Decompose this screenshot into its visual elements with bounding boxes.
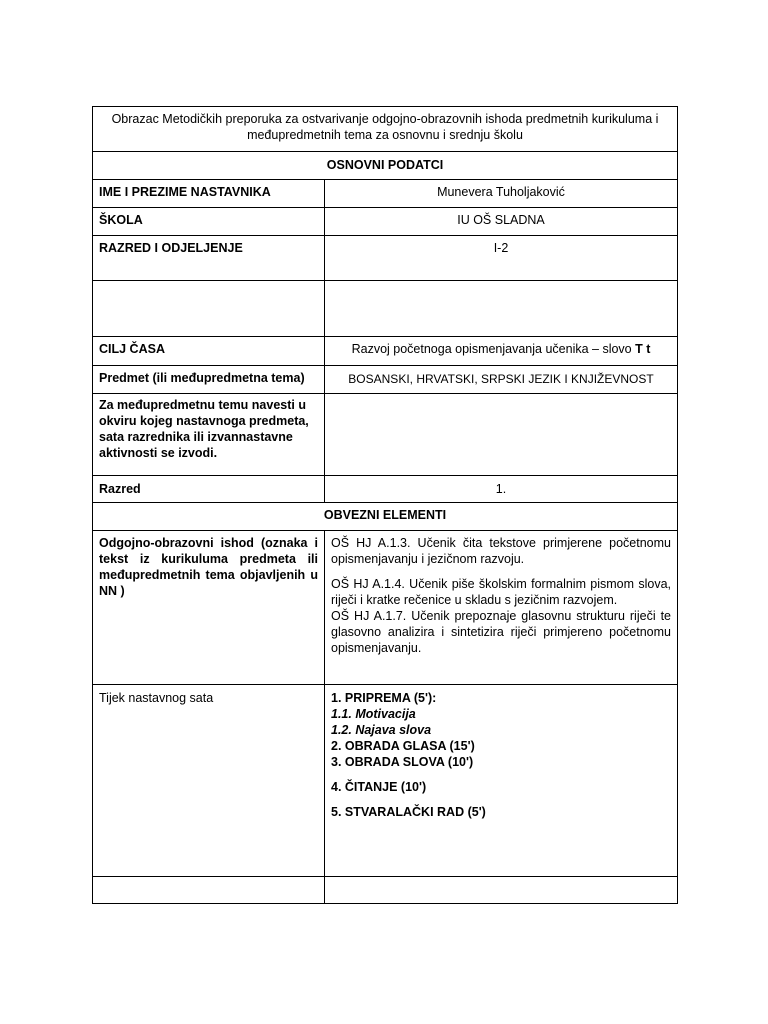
goal-row xyxy=(93,337,678,366)
subject-row xyxy=(93,366,678,394)
outcome-item: OŠ HJ A.1.4. Učenik piše školskim formalnim pismom slova, riječi i kratke rečenice u skladu s jezičnim razvojem. xyxy=(331,577,671,607)
subject-label: Predmet (ili međupredmetna tema) xyxy=(93,366,325,394)
outcome-item: OŠ HJ A.1.7. Učenik prepoznaje glasovnu strukturu riječi te glasovno analizira i sintetizira riječi primjereno početnomu opismenjavanju. xyxy=(331,609,671,655)
empty-cell-left xyxy=(93,281,325,337)
teacher-label: IME I PREZIME NASTAVNIKA xyxy=(93,180,325,208)
outcome-item: OŠ HJ A.1.3. Učenik čita tekstove primjerene početnomu opismenjavanju i jezičnom razvoju. xyxy=(331,536,671,566)
empty-row xyxy=(93,281,678,337)
teacher-value: Munevera Tuholjaković xyxy=(325,180,678,208)
teacher-row xyxy=(93,180,678,208)
bottom-empty-cell-left xyxy=(93,877,325,904)
outcome-value xyxy=(325,531,678,685)
class-label: RAZRED I ODJELJENJE xyxy=(93,236,325,281)
school-value: IU OŠ SLADNA xyxy=(325,208,678,236)
grade-label: Razred xyxy=(93,476,325,503)
class-value: I-2 xyxy=(325,236,678,281)
school-row xyxy=(93,208,678,236)
section-basic-row xyxy=(93,152,678,180)
form-title: Obrazac Metodičkih preporuka za ostvarivanje odgojno-obrazovnih ishoda predmetnih kurikuluma i međupredmetnih tema za osnovnu i srednju školu xyxy=(93,107,678,152)
bottom-empty-cell-right xyxy=(325,877,678,904)
lesson-step: 3. OBRADA SLOVA (10') xyxy=(331,755,474,769)
lesson-steps xyxy=(325,685,678,877)
lesson-step: 1. PRIPREMA (5'): xyxy=(331,691,437,705)
lesson-step: 5. STVARALAČKI RAD (5') xyxy=(331,805,486,819)
goal-letter: T t xyxy=(635,342,651,356)
section-mandatory-heading: OBVEZNI ELEMENTI xyxy=(93,503,678,531)
bottom-empty-row xyxy=(93,877,678,904)
subject-value: BOSANSKI, HRVATSKI, SRPSKI JEZIK I KNJIŽEVNOST xyxy=(325,366,678,394)
outcome-label: Odgojno-obrazovni ishod (oznaka i tekst iz kurikuluma predmeta ili međupredmetnih tema objavljenih u NN ) xyxy=(93,531,325,685)
cross-topic-row xyxy=(93,394,678,476)
lesson-substep: 1.2. Najava slova xyxy=(331,723,432,737)
methodical-form-table xyxy=(92,106,678,904)
goal-value xyxy=(325,337,678,366)
lesson-label: Tijek nastavnog sata xyxy=(93,685,325,877)
empty-cell-right xyxy=(325,281,678,337)
lesson-step: 2. OBRADA GLASA (15') xyxy=(331,739,475,753)
title-row xyxy=(93,107,678,152)
cross-topic-value xyxy=(325,394,678,476)
outcome-row xyxy=(93,531,678,685)
lesson-row xyxy=(93,685,678,877)
section-mandatory-row xyxy=(93,503,678,531)
grade-value: 1. xyxy=(325,476,678,503)
section-basic-heading: OSNOVNI PODATCI xyxy=(93,152,678,180)
grade-row xyxy=(93,476,678,503)
lesson-step: 4. ČITANJE (10') xyxy=(331,780,427,794)
school-label: ŠKOLA xyxy=(93,208,325,236)
goal-text: Razvoj početnoga opismenjavanja učenika – slovo xyxy=(351,342,636,356)
cross-topic-label: Za međupredmetnu temu navesti u okviru kojeg nastavnoga predmeta, sata razrednika ili izvannastavne aktivnosti se izvodi. xyxy=(93,394,325,476)
class-row xyxy=(93,236,678,281)
goal-label: CILJ ČASA xyxy=(93,337,325,366)
lesson-substep: 1.1. Motivacija xyxy=(331,707,416,721)
